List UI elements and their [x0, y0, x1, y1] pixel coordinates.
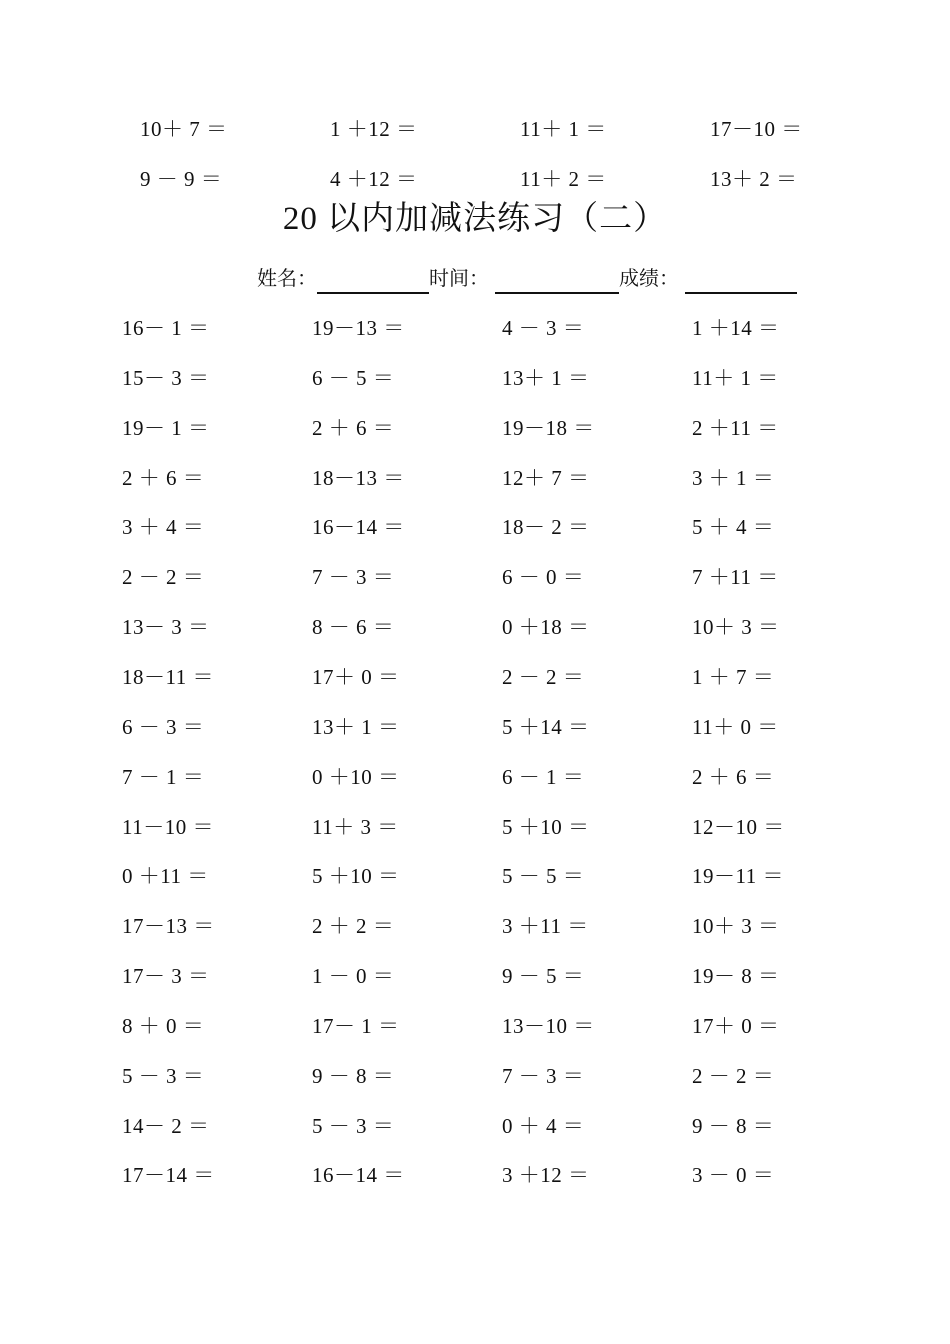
- problem-row: [0, 762, 950, 792]
- score-blank[interactable]: [685, 264, 797, 294]
- math-problem: 19－ 8 ＝: [692, 964, 780, 989]
- math-problem: 3 ＋12 ＝: [502, 1163, 590, 1188]
- math-problem: 18－ 2 ＝: [502, 515, 590, 540]
- math-problem: 11＋ 3 ＝: [312, 814, 399, 839]
- problem-row: [0, 1111, 950, 1141]
- math-problem: 17－14 ＝: [122, 1163, 215, 1188]
- top-problem-row: [0, 164, 950, 194]
- problem-row: [0, 911, 950, 941]
- problem-row: [0, 363, 950, 393]
- time-label: 时间：: [429, 268, 489, 290]
- math-problem: 2 ＋ 6 ＝: [122, 465, 205, 490]
- math-problem: 1 ＋12 ＝: [330, 117, 418, 141]
- math-problem: 5 ＋14 ＝: [502, 714, 590, 739]
- problem-row: [0, 1160, 950, 1190]
- math-problem: 0 ＋ 4 ＝: [502, 1113, 585, 1138]
- math-problem: 2 － 2 ＝: [122, 565, 205, 590]
- math-problem: 1 ＋14 ＝: [692, 316, 780, 340]
- math-problem: 16－14 ＝: [312, 515, 405, 540]
- math-problem: 9 － 8 ＝: [312, 1063, 395, 1088]
- math-problem: 11＋ 1 ＝: [692, 365, 779, 390]
- problem-row: [0, 812, 950, 842]
- math-problem: 17－ 1 ＝: [312, 1013, 400, 1038]
- problem-row: [0, 313, 950, 343]
- math-problem: 10＋ 7 ＝: [140, 117, 228, 141]
- math-problem: 13＋ 1 ＝: [312, 714, 400, 739]
- math-problem: 1 － 0 ＝: [312, 964, 395, 989]
- math-problem: 3 ＋ 4 ＝: [122, 515, 205, 540]
- math-problem: 13＋ 1 ＝: [502, 365, 590, 390]
- math-problem: 6 － 0 ＝: [502, 565, 585, 590]
- math-problem: 10＋ 3 ＝: [692, 914, 780, 939]
- worksheet-title: 20 以内加减法练习（二）: [282, 201, 668, 237]
- math-problem: 2 ＋11 ＝: [692, 415, 779, 440]
- math-problem: 6 － 1 ＝: [502, 764, 585, 789]
- math-problem: 17＋ 0 ＝: [692, 1013, 780, 1038]
- math-problem: 18－13 ＝: [312, 465, 405, 490]
- math-problem: 16－14 ＝: [312, 1163, 405, 1188]
- problem-row: [0, 413, 950, 443]
- math-problem: 3 － 0 ＝: [692, 1163, 775, 1188]
- student-info-line: [257, 264, 797, 298]
- math-problem: 12＋ 7 ＝: [502, 465, 590, 490]
- math-problem: 16－ 1 ＝: [122, 316, 210, 340]
- problem-row: [0, 463, 950, 493]
- math-problem: 5 ＋10 ＝: [312, 864, 400, 889]
- problem-row: [0, 562, 950, 592]
- math-problem: 8 ＋ 0 ＝: [122, 1013, 205, 1038]
- math-problem: 4 ＋12 ＝: [330, 167, 418, 191]
- problem-row: [0, 512, 950, 542]
- math-problem: 1 ＋ 7 ＝: [692, 664, 775, 689]
- math-problem: 3 ＋ 1 ＝: [692, 465, 775, 490]
- problem-row: [0, 861, 950, 891]
- math-problem: 9 － 8 ＝: [692, 1113, 775, 1138]
- math-problem: 3 ＋11 ＝: [502, 914, 589, 939]
- problem-row: [0, 1011, 950, 1041]
- math-problem: 4 － 3 ＝: [502, 316, 585, 340]
- math-problem: 17＋ 0 ＝: [312, 664, 400, 689]
- name-label: 姓名：: [257, 268, 317, 290]
- math-problem: 9 － 5 ＝: [502, 964, 585, 989]
- math-problem: 13－10 ＝: [502, 1013, 595, 1038]
- math-problem: 14－ 2 ＝: [122, 1113, 210, 1138]
- math-problem: 9 － 9 ＝: [140, 167, 223, 191]
- problem-row: [0, 612, 950, 642]
- math-problem: 19－18 ＝: [502, 415, 595, 440]
- math-problem: 2 － 2 ＝: [692, 1063, 775, 1088]
- top-problem-row: [0, 114, 950, 144]
- math-problem: 13－ 3 ＝: [122, 615, 210, 640]
- math-problem: 11＋ 2 ＝: [520, 167, 607, 191]
- problem-row: [0, 662, 950, 692]
- score-label: 成绩：: [619, 268, 679, 290]
- math-problem: 19－13 ＝: [312, 316, 405, 340]
- math-problem: 2 ＋ 2 ＝: [312, 914, 395, 939]
- math-problem: 5 － 5 ＝: [502, 864, 585, 889]
- math-problem: 18－11 ＝: [122, 664, 214, 689]
- math-problem: 5 － 3 ＝: [312, 1113, 395, 1138]
- math-problem: 12－10 ＝: [692, 814, 785, 839]
- math-problem: 19－ 1 ＝: [122, 415, 210, 440]
- math-problem: 2 － 2 ＝: [502, 664, 585, 689]
- problem-row: [0, 961, 950, 991]
- math-problem: 11＋ 1 ＝: [520, 117, 607, 141]
- math-problem: 11－10 ＝: [122, 814, 214, 839]
- math-problem: 17－10 ＝: [710, 117, 803, 141]
- math-problem: 17－13 ＝: [122, 914, 215, 939]
- math-problem: 0 ＋11 ＝: [122, 864, 209, 889]
- problem-row: [0, 1061, 950, 1091]
- math-problem: 2 ＋ 6 ＝: [312, 415, 395, 440]
- math-problem: 7 － 1 ＝: [122, 764, 205, 789]
- math-problem: 6 － 5 ＝: [312, 365, 395, 390]
- math-problem: 10＋ 3 ＝: [692, 615, 780, 640]
- time-blank[interactable]: [495, 264, 619, 294]
- math-problem: 7 ＋11 ＝: [692, 565, 779, 590]
- math-problem: 5 － 3 ＝: [122, 1063, 205, 1088]
- math-problem: 0 ＋18 ＝: [502, 615, 590, 640]
- math-problem: 5 ＋ 4 ＝: [692, 515, 775, 540]
- math-problem: 5 ＋10 ＝: [502, 814, 590, 839]
- math-problem: 2 ＋ 6 ＝: [692, 764, 775, 789]
- math-problem: 7 － 3 ＝: [312, 565, 395, 590]
- math-problem: 13＋ 2 ＝: [710, 167, 798, 191]
- math-problem: 6 － 3 ＝: [122, 714, 205, 739]
- math-problem: 11＋ 0 ＝: [692, 714, 779, 739]
- math-problem: 15－ 3 ＝: [122, 365, 210, 390]
- math-problem: 0 ＋10 ＝: [312, 764, 400, 789]
- math-problem: 17－ 3 ＝: [122, 964, 210, 989]
- math-problem: 19－11 ＝: [692, 864, 784, 889]
- problem-row: [0, 712, 950, 742]
- math-problem: 8 － 6 ＝: [312, 615, 395, 640]
- name-blank[interactable]: [317, 264, 429, 294]
- math-problem: 7 － 3 ＝: [502, 1063, 585, 1088]
